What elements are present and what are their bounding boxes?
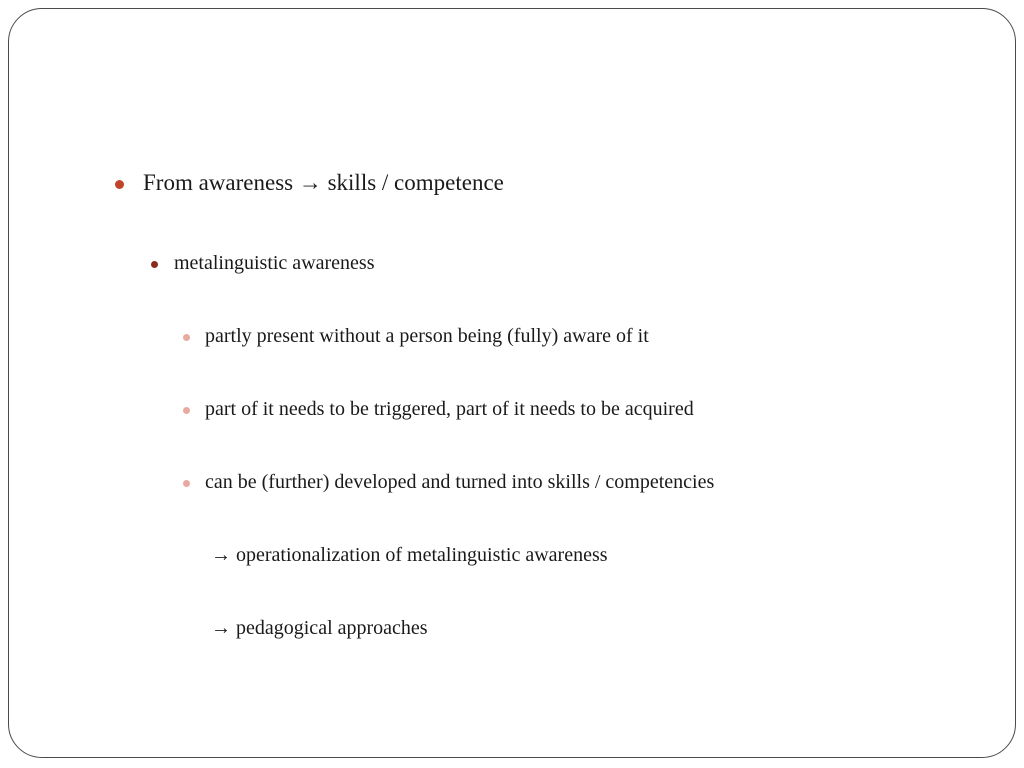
bullet-text-level3: can be (further) developed and turned into skills / competencies xyxy=(205,471,715,493)
arrow-line-operationalization: → operationalization of metalinguistic awareness xyxy=(211,544,608,566)
bullet-dot-level3 xyxy=(183,480,190,487)
arrow-line-pedagogical: → pedagogical approaches xyxy=(211,617,428,639)
bullet-dot-level1 xyxy=(115,180,124,189)
bullet-dot-level3 xyxy=(183,334,190,341)
bullet-text-level3: part of it needs to be triggered, part of it needs to be acquired xyxy=(205,398,694,420)
bullet-text-level3: partly present without a person being (fully) aware of it xyxy=(205,325,649,347)
bullet-text-level1: From awareness → skills / competence xyxy=(143,170,504,195)
bullet-text-level2: metalinguistic awareness xyxy=(174,252,375,274)
bullet-dot-level2 xyxy=(151,261,158,268)
slide-frame xyxy=(8,8,1016,758)
bullet-dot-level3 xyxy=(183,407,190,414)
